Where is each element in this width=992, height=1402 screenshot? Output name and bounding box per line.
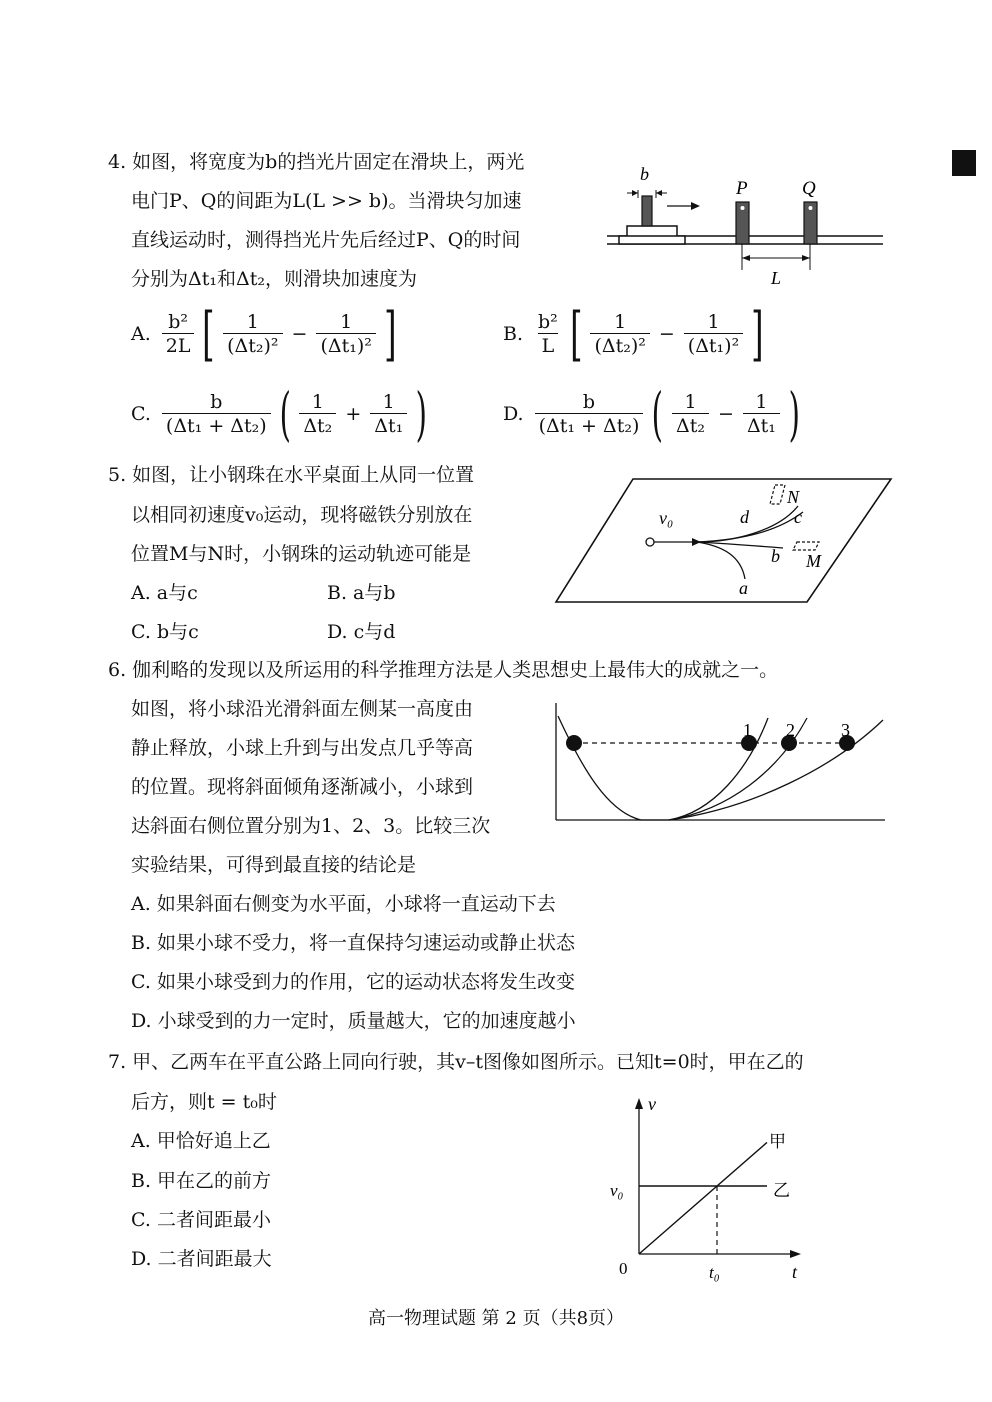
- origin-label: 0: [619, 1259, 628, 1278]
- term-fraction-1: $\frac{1}{\text{Δt₂}}$: [672, 391, 709, 438]
- q5-fig-label-b: b: [771, 546, 780, 566]
- page-edge-marker: [952, 150, 976, 176]
- q5-line-3: 位置M与N时，小钢珠的运动轨迹可能是: [131, 543, 472, 565]
- tick-label-v0: v₀: [610, 1181, 624, 1200]
- q5-option-b[interactable]: B. a与b: [327, 582, 396, 604]
- term-fraction-2: $\frac{1}{\text{(Δt₁)²}}$: [316, 311, 375, 358]
- q6-option-a[interactable]: A. 如果斜面右侧变为水平面，小球将一直运动下去: [131, 893, 556, 915]
- q6-line-4: 的位置。现将斜面倾角逐渐减小，小球到: [131, 776, 474, 798]
- q4-option-c[interactable]: C. $\frac{b}{\text{(Δt₁ + Δt₂)}}$ ( $\frac{1}{\text{Δt₂}}$ + $\frac{1}{\text{Δt₁}}$ ): [131, 380, 428, 448]
- q5-fig-label-N: N: [787, 487, 800, 507]
- q4-option-b[interactable]: B. $\frac{\text{b²}}{L}$ [ $\frac{1}{\text{(Δt₂)²}}$ − $\frac{1}{\text{(Δt₁)²}}$ ]: [503, 300, 764, 368]
- term-fraction-1: $\frac{1}{\text{(Δt₂)²}}$: [590, 311, 649, 358]
- q7-option-b[interactable]: B. 甲在乙的前方: [131, 1170, 272, 1192]
- tick-label-t0: t₀: [709, 1263, 720, 1282]
- q6-option-d[interactable]: D. 小球受到的力一定时，质量越大，它的加速度越小: [131, 1010, 576, 1032]
- q5-option-d[interactable]: D. c与d: [327, 621, 396, 643]
- coefficient-fraction: $\frac{\text{b²}}{L}$: [538, 310, 558, 357]
- q5-option-c[interactable]: C. b与c: [131, 621, 199, 643]
- coefficient-fraction: $\frac{\text{b²}}{2L}$: [162, 311, 195, 358]
- q6-fig-label-1: 1: [743, 720, 752, 740]
- q4-photogate-figure: [605, 160, 885, 290]
- q6-option-c[interactable]: C. 如果小球受到力的作用，它的运动状态将发生改变: [131, 971, 575, 993]
- q4-line-3: 直线运动时，测得挡光片先后经过P、Q的时间: [131, 229, 521, 251]
- q5-fig-label-a: a: [739, 578, 748, 598]
- q4-fig-label-b: b: [640, 164, 649, 184]
- q4-fig-label-L: L: [771, 268, 782, 288]
- q5-line-1: 5. 如图，让小钢珠在水平桌面上从同一位置: [108, 464, 475, 486]
- q5-table-figure: [553, 476, 893, 606]
- q6-fig-label-3: 3: [841, 720, 850, 740]
- q4-line-2: 电门P、Q的间距为L(L >> b)。当滑块匀加速: [131, 190, 522, 212]
- q7-line-1: 7. 甲、乙两车在平直公路上同向行驶，其v–t图像如图所示。已知t=0时，甲在乙的: [108, 1051, 804, 1073]
- q4-line-4: 分别为Δt₁和Δt₂，则滑块加速度为: [131, 268, 417, 290]
- axis-label-t: t: [792, 1262, 798, 1282]
- q4-option-a[interactable]: A. $\frac{\text{b²}}{2L}$ [ $\frac{1}{\text{(Δt₂)²}}$ − $\frac{1}{\text{(Δt₁)²}}$ ]: [131, 300, 397, 368]
- q6-line-3: 静止释放，小球上升到与出发点几乎等高: [131, 737, 474, 759]
- term-fraction-1: $\frac{1}{\text{(Δt₂)²}}$: [223, 311, 282, 358]
- q5-fig-label-M: M: [806, 551, 821, 571]
- q6-line-2: 如图，将小球沿光滑斜面左侧某一高度由: [131, 698, 474, 720]
- q7-option-d[interactable]: D. 二者间距最大: [131, 1248, 272, 1270]
- term-fraction-2: $\frac{1}{\text{Δt₁}}$: [743, 391, 780, 438]
- q6-fig-label-2: 2: [786, 720, 795, 740]
- option-label: D.: [503, 403, 524, 425]
- option-label: A.: [131, 323, 151, 345]
- q6-line-6: 实验结果，可得到最直接的结论是: [131, 854, 417, 876]
- q4-fig-label-Q: Q: [802, 178, 816, 199]
- coefficient-fraction: $\frac{b}{\text{(Δt₁ + Δt₂)}}$: [162, 391, 271, 438]
- q7-vt-graph: [605, 1092, 815, 1292]
- term-fraction-1: $\frac{1}{\text{Δt₂}}$: [299, 391, 336, 438]
- q7-option-a[interactable]: A. 甲恰好追上乙: [131, 1130, 271, 1152]
- coefficient-fraction: $\frac{b}{\text{(Δt₁ + Δt₂)}}$: [535, 391, 644, 438]
- axis-label-v: v: [648, 1094, 656, 1114]
- q6-line-5: 达斜面右侧位置分别为1、2、3。比较三次: [131, 815, 491, 837]
- series-line-jia: [639, 1142, 767, 1254]
- q7-line-2: 后方，则t = t₀时: [131, 1091, 277, 1113]
- page-footer: 高一物理试题 第 2 页（共8页）: [367, 1308, 625, 1329]
- q4-option-d[interactable]: D. $\frac{b}{\text{(Δt₁ + Δt₂)}}$ ( $\frac{1}{\text{Δt₂}}$ − $\frac{1}{\text{Δt₁}}$ ): [503, 380, 800, 448]
- q6-option-b[interactable]: B. 如果小球不受力，将一直保持匀速运动或静止状态: [131, 932, 576, 954]
- q5-fig-label-c: c: [794, 507, 802, 527]
- q5-fig-label-v0: v₀: [659, 508, 674, 528]
- q4-line-1: 4. 如图，将宽度为b的挡光片固定在滑块上，两光: [108, 151, 525, 173]
- q5-line-2: 以相同初速度v₀运动，现将磁铁分别放在: [131, 504, 473, 526]
- q7-option-c[interactable]: C. 二者间距最小: [131, 1209, 271, 1231]
- q5-fig-label-d: d: [740, 507, 749, 527]
- q4-fig-label-P: P: [736, 178, 748, 199]
- option-label: C.: [131, 403, 151, 425]
- term-fraction-2: $\frac{1}{\text{(Δt₁)²}}$: [684, 311, 743, 358]
- q6-incline-figure: [553, 700, 893, 830]
- series-label-jia: 甲: [769, 1132, 786, 1152]
- term-fraction-2: $\frac{1}{\text{Δt₁}}$: [370, 391, 407, 438]
- q6-line-1: 6. 伽利略的发现以及所运用的科学推理方法是人类思想史上最伟大的成就之一。: [108, 659, 779, 681]
- series-label-yi: 乙: [773, 1181, 790, 1201]
- option-label: B.: [503, 323, 524, 345]
- q5-option-a[interactable]: A. a与c: [131, 582, 198, 604]
